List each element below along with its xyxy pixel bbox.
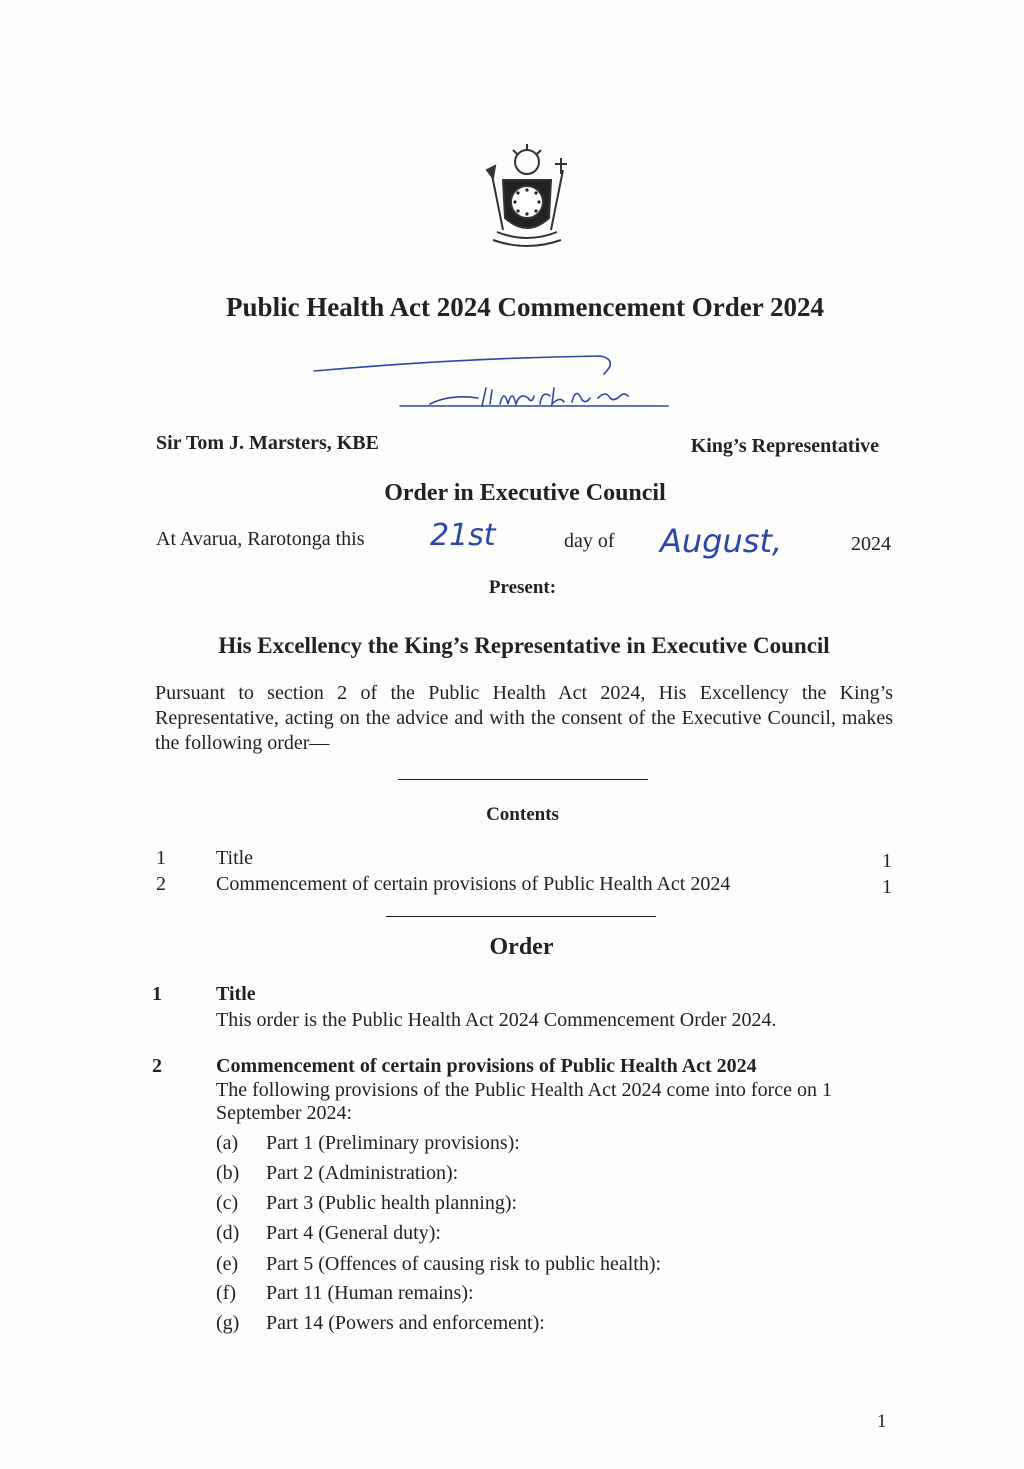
preamble-paragraph: Pursuant to section 2 of the Public Health Act 2024, His Excellency the King’s Representative, acting on the advice and with the consent of the Executive Council, makes the following order— [155,682,893,754]
section-heading: Title [216,983,256,1005]
section-body: This order is the Public Health Act 2024 Commencement Order 2024. [216,1009,777,1031]
provision-text: Part 3 (Public health planning): [266,1192,518,1214]
present-label: Present: [488,577,557,598]
toc-entry-number: 2 [156,873,166,895]
coat-of-arms-icon [477,140,577,260]
section-number: 2 [152,1055,162,1077]
signatory-name: Sir Tom J. Marsters, KBE [156,432,379,454]
provision-label: (f) [216,1282,236,1304]
toc-entry-page: 1 [882,876,892,898]
council-heading: Order in Executive Council [384,480,666,506]
provision-text: Part 4 (General duty): [266,1222,441,1244]
dateline-year: 2024 [851,533,891,555]
toc-entry-number: 1 [156,847,166,869]
provision-label: (g) [216,1312,240,1334]
toc-entry [156,847,892,873]
contents-heading: Contents [486,804,559,825]
section-body [216,1079,892,1125]
section-number: 1 [152,983,162,1005]
section-body-line: The following provisions of the Public Health Act 2024 come into force on 1 [216,1079,832,1101]
dateline-place: At Avarua, Rarotonga this [156,528,365,550]
section-heading: Commencement of certain provisions of Public Health Act 2024 [216,1055,757,1077]
dateline-day-of: day of [564,530,615,552]
provision-text: Part 11 (Human remains): [266,1282,474,1304]
divider [398,779,648,780]
provision-label: (c) [216,1192,239,1214]
provision-text: Part 1 (Preliminary provisions): [266,1132,520,1154]
handwritten-day: 21st [430,518,496,553]
provision-label: (b) [216,1162,240,1184]
provision-text: Part 14 (Powers and enforcement): [266,1312,545,1334]
handwritten-month: August, [660,522,783,560]
provision-text: Part 2 (Administration): [266,1162,459,1184]
document-title: Public Health Act 2024 Commencement Order 2024 [226,292,824,322]
toc-entry-title: Commencement of certain provisions of Public Health Act 2024 [216,873,731,895]
divider [386,916,656,917]
signatory-role: King’s Representative [690,435,879,457]
order-heading: Order [489,934,554,960]
signature [310,338,680,418]
provision-label: (d) [216,1222,240,1244]
section-body-line: September 2024: [216,1102,353,1124]
provision-text: Part 5 (Offences of causing risk to public health): [266,1253,662,1275]
page-number: 1 [877,1411,887,1432]
toc-entry-page: 1 [882,850,892,872]
excellency-heading: His Excellency the King’s Representative in Executive Council [218,633,830,658]
toc-entry [156,873,892,899]
provision-label: (a) [216,1132,239,1154]
provision-label: (e) [216,1253,239,1275]
toc-entry-title: Title [216,847,254,869]
